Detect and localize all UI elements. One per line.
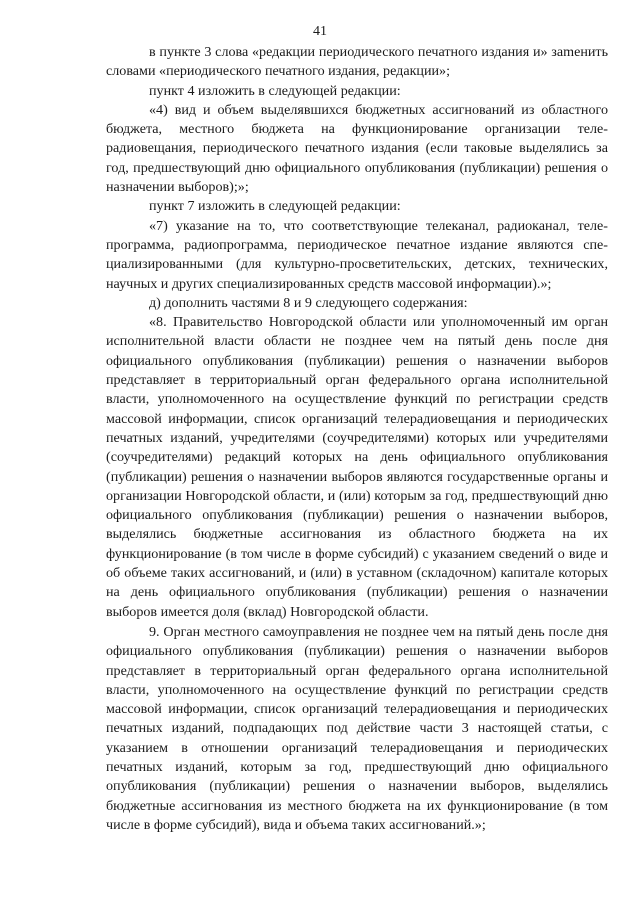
paragraph-point-4-intro: пункт 4 изложить в следующей редакции: <box>149 82 401 99</box>
paragraph-part-8: «8. Правительство Новгородской области или уполномоченный им орган исполнительной власти области не позднее чем на пятый день после дня официального опубликования (публикации) решения о назначении выборов представляет в территориальный орган федерального органа исполнительной власти, уполномоченного на осуществление функций по регистрации средств массовой информации, список организаций телерадиовещания и периодических печатных изданий, учредителями (соучредителями) которых или учредителями (соучредителями) редакций которых на день официального опубликования (публикации) решения о назначении выборов являются государственные органы и организации Новгородской области, и (или) которым за год, предшествующий дню официального опубликования (публикации) решения о назначении выборов, выделялись бюджетные ассигнования из областного бюджета на их функционирование (в том числе в форме субсидий) с указанием сведений о виде и об объеме таких ассигнований, и (или) в уставном (складочном) капитале которых на день официального опубликования (публикации) решения о назначении выборов имеется доля (вклад) Новгородской области. <box>106 314 608 620</box>
paragraph-part-9: 9. Орган местного самоуправления не позднее чем на пятый день после дня официального опубликования (публикации) решения о назначении выборов представляет в территориальный орган федерального органа исполнительной власти, уполномоченного на осуществление функций по регистрации средств массовой информации, список организаций телерадиовещания и периодических печатных изданий, подпадающих под действие части 3 настоящей статьи, с указанием в отношении организаций телерадиовещания и периодических печатных изданий, которым за год, предшествующий дню официального опубликования (публикации) решения о назначении выборов, выделялись бюджетные ассигнования из местного бюджета на их функционирование (в том числе в форме субсидий), вида и объема таких ассигнований.»; <box>106 623 608 833</box>
paragraph-amend-point-3: в пункте 3 слова «редакции периодического печатного издания и» заmенить словами «периодического печатного издания, редакции»; <box>106 44 608 80</box>
document-body <box>106 43 608 835</box>
paragraph-add-parts-intro: д) дополнить частями 8 и 9 следующего содержания: <box>149 294 468 311</box>
paragraph-point-7-text: «7) указание на то, что соответствующие телеканал, радиоканал, телепрограмма, радиопрограмма, периодическое печатное издание являются специализированными (для культурно-просветительских, детских, технических, научных и других специализированных средств массовой информации).»; <box>106 217 608 292</box>
paragraph-point-7-intro: пункт 7 изложить в следующей редакции: <box>149 198 401 215</box>
page-number: 41 <box>313 24 327 39</box>
paragraph-point-4-text: «4) вид и объем выделявшихся бюджетных ассигнований из областного бюджета, местного бюджета на функционирование организации телерадиовещания, периодического печатного издания (если таковые выделялись за год, предшествующий дню официального опубликования (публикации) решения о назначении выборов);»; <box>106 101 608 196</box>
